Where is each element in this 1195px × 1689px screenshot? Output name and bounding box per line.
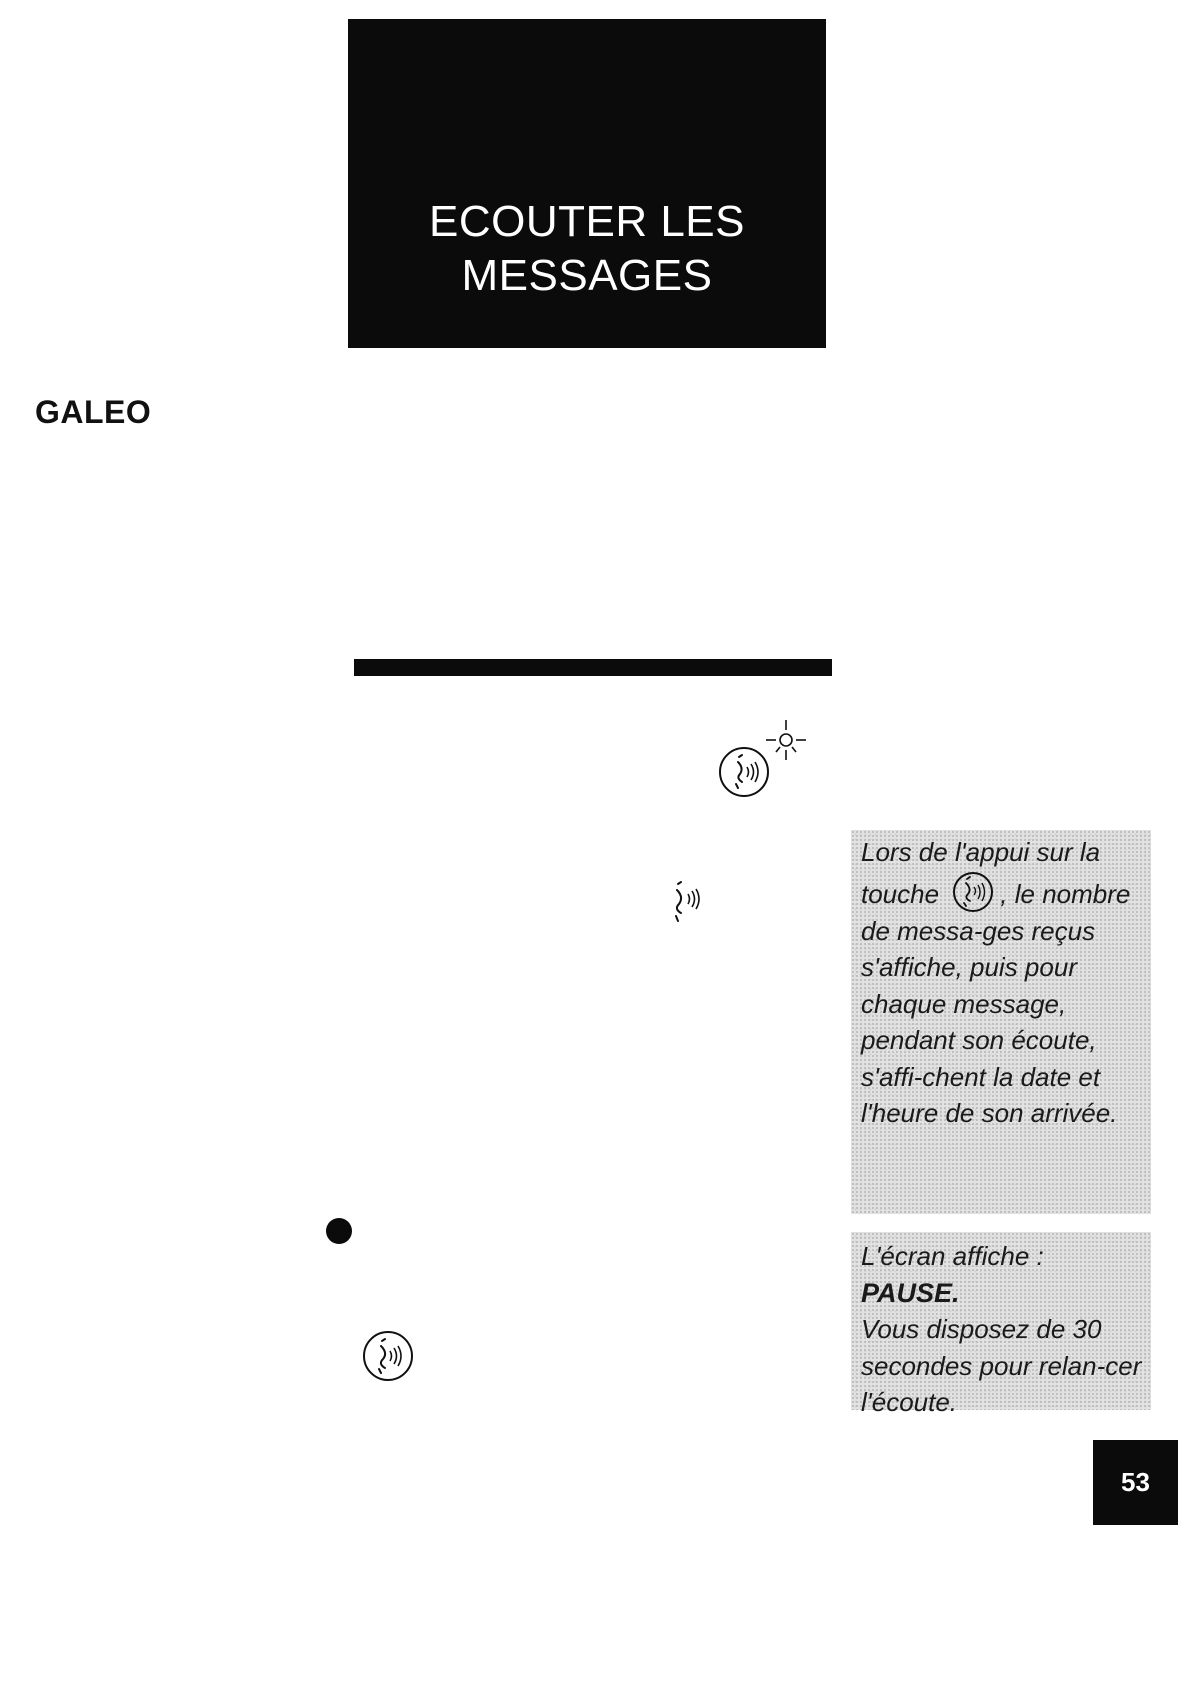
side-note-message-count (851, 830, 1151, 1214)
page-title-line2: MESSAGES (461, 251, 713, 300)
side-note-2-rest: Vous disposez de 30 secondes pour relan-cer l'écoute. (861, 1314, 1142, 1417)
side-note-2-line1: L'écran affiche : (861, 1241, 1044, 1271)
page-title-line1: ECOUTER LES (428, 197, 745, 246)
page-title (348, 195, 826, 303)
side-note-1-end: , le nombre de messa-ges reçus s'affiche, puis pour chaque message, pendant son écoute, s'affi-chent la date et l'heure de son arrivée. (861, 878, 1131, 1128)
side-note-1-start: Lors de l'appui sur la touche (861, 837, 1101, 909)
message-key-icon (362, 1330, 414, 1382)
title-block (348, 19, 826, 348)
section-divider (354, 659, 832, 676)
page-number: 53 (1093, 1440, 1178, 1525)
message-symbol-icon (668, 878, 712, 926)
message-key-inline-icon (948, 871, 998, 913)
message-key-blink-icon (714, 712, 814, 802)
side-note-pause (851, 1232, 1151, 1417)
bullet-dot (326, 1218, 352, 1244)
brand-label: GALEO (35, 394, 152, 430)
side-note-1-text (861, 834, 1143, 1132)
side-note-2-pause: PAUSE. (861, 1277, 960, 1308)
